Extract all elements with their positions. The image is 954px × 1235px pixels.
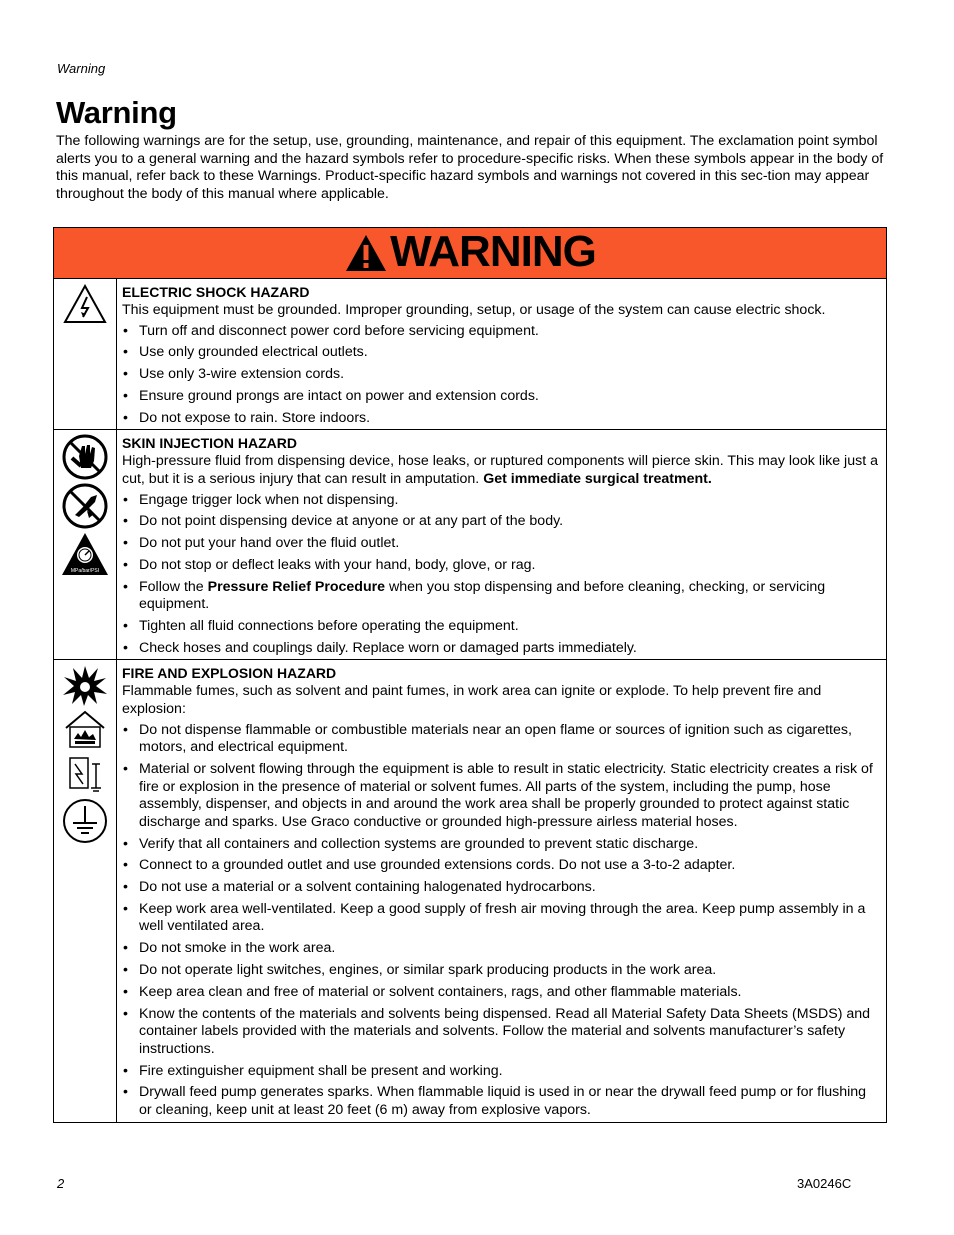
bullet-item: • Do not point dispensing device at anyone or at any part of the body.	[122, 513, 878, 531]
bullet-item: • Do not stop or deflect leaks with your hand, body, glove, or rag.	[122, 557, 878, 575]
explosion-icon	[62, 664, 108, 706]
bullet-item: • Engage trigger lock when not dispensing.	[122, 492, 878, 510]
hazard-description: High-pressure fluid from dispensing device, hose leaks, or ruptured components will pierce skin. This may look like just a cut, but it is a serious injury that can result in amputation. Get immediate surgical treatment.	[122, 453, 878, 487]
bullet-item: • Drywall feed pump generates sparks. When flammable liquid is used in or near the drywall feed pump or for flushing or cleaning, keep unit at least 20 feet (6 m) away from explosive vapors.	[122, 1084, 878, 1119]
bullet-item: • Do not smoke in the work area.	[122, 940, 878, 958]
hazard-row-electric-shock	[54, 279, 887, 430]
warning-table	[53, 227, 887, 1123]
hazard-icons	[54, 430, 117, 660]
hazard-bullets	[122, 722, 878, 1120]
warning-banner-text: WARNING	[390, 227, 596, 276]
hazard-title: ELECTRIC SHOCK HAZARD	[122, 284, 310, 300]
bullet-item: • Do not dispense flammable or combustible materials near an open flame or sources of ignition such as cigarettes, motors, and electrical equipment.	[122, 722, 878, 757]
document-number: 3A0246C	[797, 1176, 852, 1191]
bullet-item: • Use only grounded electrical outlets.	[122, 344, 878, 362]
hazard-text	[117, 660, 887, 1122]
no-hand-icon	[61, 434, 109, 480]
hazard-description: This equipment must be grounded. Improper grounding, setup, or usage of the system can cause electric shock.	[122, 302, 826, 318]
bullet-item: • Verify that all containers and collection systems are grounded to prevent static discharge.	[122, 836, 878, 854]
intro-paragraph: The following warnings are for the setup, use, grounding, maintenance, and repair of this equipment. The exclamation point symbol alerts you to a general warning and the hazard symbols refer to procedure-specific risks. When these symbols appear in the body of this manual, refer back to these Warnings. Product-specific hazard symbols and warnings not covered in this sec-tion may appear throughout the body of this manual where applicable.	[56, 133, 884, 202]
bullet-item: • Do not put your hand over the fluid outlet.	[122, 535, 878, 553]
bullet-item: • Use only 3-wire extension cords.	[122, 366, 878, 384]
page-number: 2	[57, 1176, 65, 1191]
bullet-item: • Check hoses and couplings daily. Replace worn or damaged parts immediately.	[122, 640, 878, 658]
pressure-relief-procedure-ref: Pressure Relief Procedure	[207, 578, 386, 595]
bullet-item: • Keep work area well-ventilated. Keep a good supply of fresh air moving through the area. Keep pump assembly in a well ventilated area.	[122, 901, 878, 936]
injection-icon	[61, 483, 109, 529]
hazard-description: Flammable fumes, such as solvent and paint fumes, in work area can ignite or explode. To help prevent fire and explosion:	[122, 683, 822, 717]
fire-house-icon	[62, 709, 108, 749]
bullet-item: • Do not use a material or a solvent containing halogenated hydrocarbons.	[122, 879, 878, 897]
exclamation-triangle-icon	[344, 233, 388, 273]
bullet-item: • Do not operate light switches, engines, or similar spark producing products in the work area.	[122, 962, 878, 980]
bullet-item: • Fire extinguisher equipment shall be present and working.	[122, 1063, 878, 1081]
bullet-item: • Material or solvent flowing through the equipment is able to result in static electricity. Static electricity creates a risk of fire or explosion in the presence of material or solvent fumes. All parts of the system, including the pump, hose assembly, dispenser, and objects in and around the work area shall be properly grounded to protect against static discharge and sparks. Use Graco conductive or grounded high-pressure airless material hoses.	[122, 761, 878, 831]
hazard-title: FIRE AND EXPLOSION HAZARD	[122, 665, 337, 682]
pressure-gauge-icon	[61, 532, 109, 576]
hazard-icons	[54, 660, 117, 1122]
svg-text:MPa/bar/PSI: MPa/bar/PSI	[70, 568, 100, 575]
hazard-bullets	[122, 323, 878, 428]
bullet-item: • Know the contents of the materials and solvents being dispensed. Read all Material Safety Data Sheets (MSDS) and container labels provided with the materials and solvents. Follow the material and solvents manufacturer’s safety instructions.	[122, 1006, 878, 1059]
hazard-icons	[54, 279, 117, 430]
warning-banner	[54, 228, 887, 279]
hazard-text	[117, 279, 887, 430]
hazard-row-skin-injection	[54, 430, 887, 660]
bullet-item: • Ensure ground prongs are intact on power and extension cords.	[122, 388, 878, 406]
bullet-item: • Do not expose to rain. Store indoors.	[122, 410, 878, 428]
bullet-item: • Tighten all fluid connections before operating the equipment.	[122, 618, 878, 636]
hazard-row-fire-explosion	[54, 660, 887, 1122]
bullet-item: • Follow the Pressure Relief Procedure when you stop dispensing and before cleaning, checking, or servicing equipment.	[122, 579, 878, 614]
static-discharge-icon	[62, 752, 108, 794]
page-title: Warning	[56, 95, 177, 130]
hazard-text	[117, 430, 887, 660]
electric-shock-icon	[62, 283, 108, 325]
surgical-treatment-note: Get immediate surgical treatment.	[483, 470, 712, 487]
ground-icon	[61, 797, 109, 845]
bullet-item: • Keep area clean and free of material or solvent containers, rags, and other flammable materials.	[122, 984, 878, 1002]
bullet-item: • Turn off and disconnect power cord before servicing equipment.	[122, 323, 878, 341]
hazard-bullets	[122, 492, 878, 658]
running-head: Warning	[57, 61, 106, 76]
hazard-title: SKIN INJECTION HAZARD	[122, 435, 298, 452]
bullet-item: • Connect to a grounded outlet and use grounded extensions cords. Do not use a 3-to-2 adapter.	[122, 857, 878, 875]
